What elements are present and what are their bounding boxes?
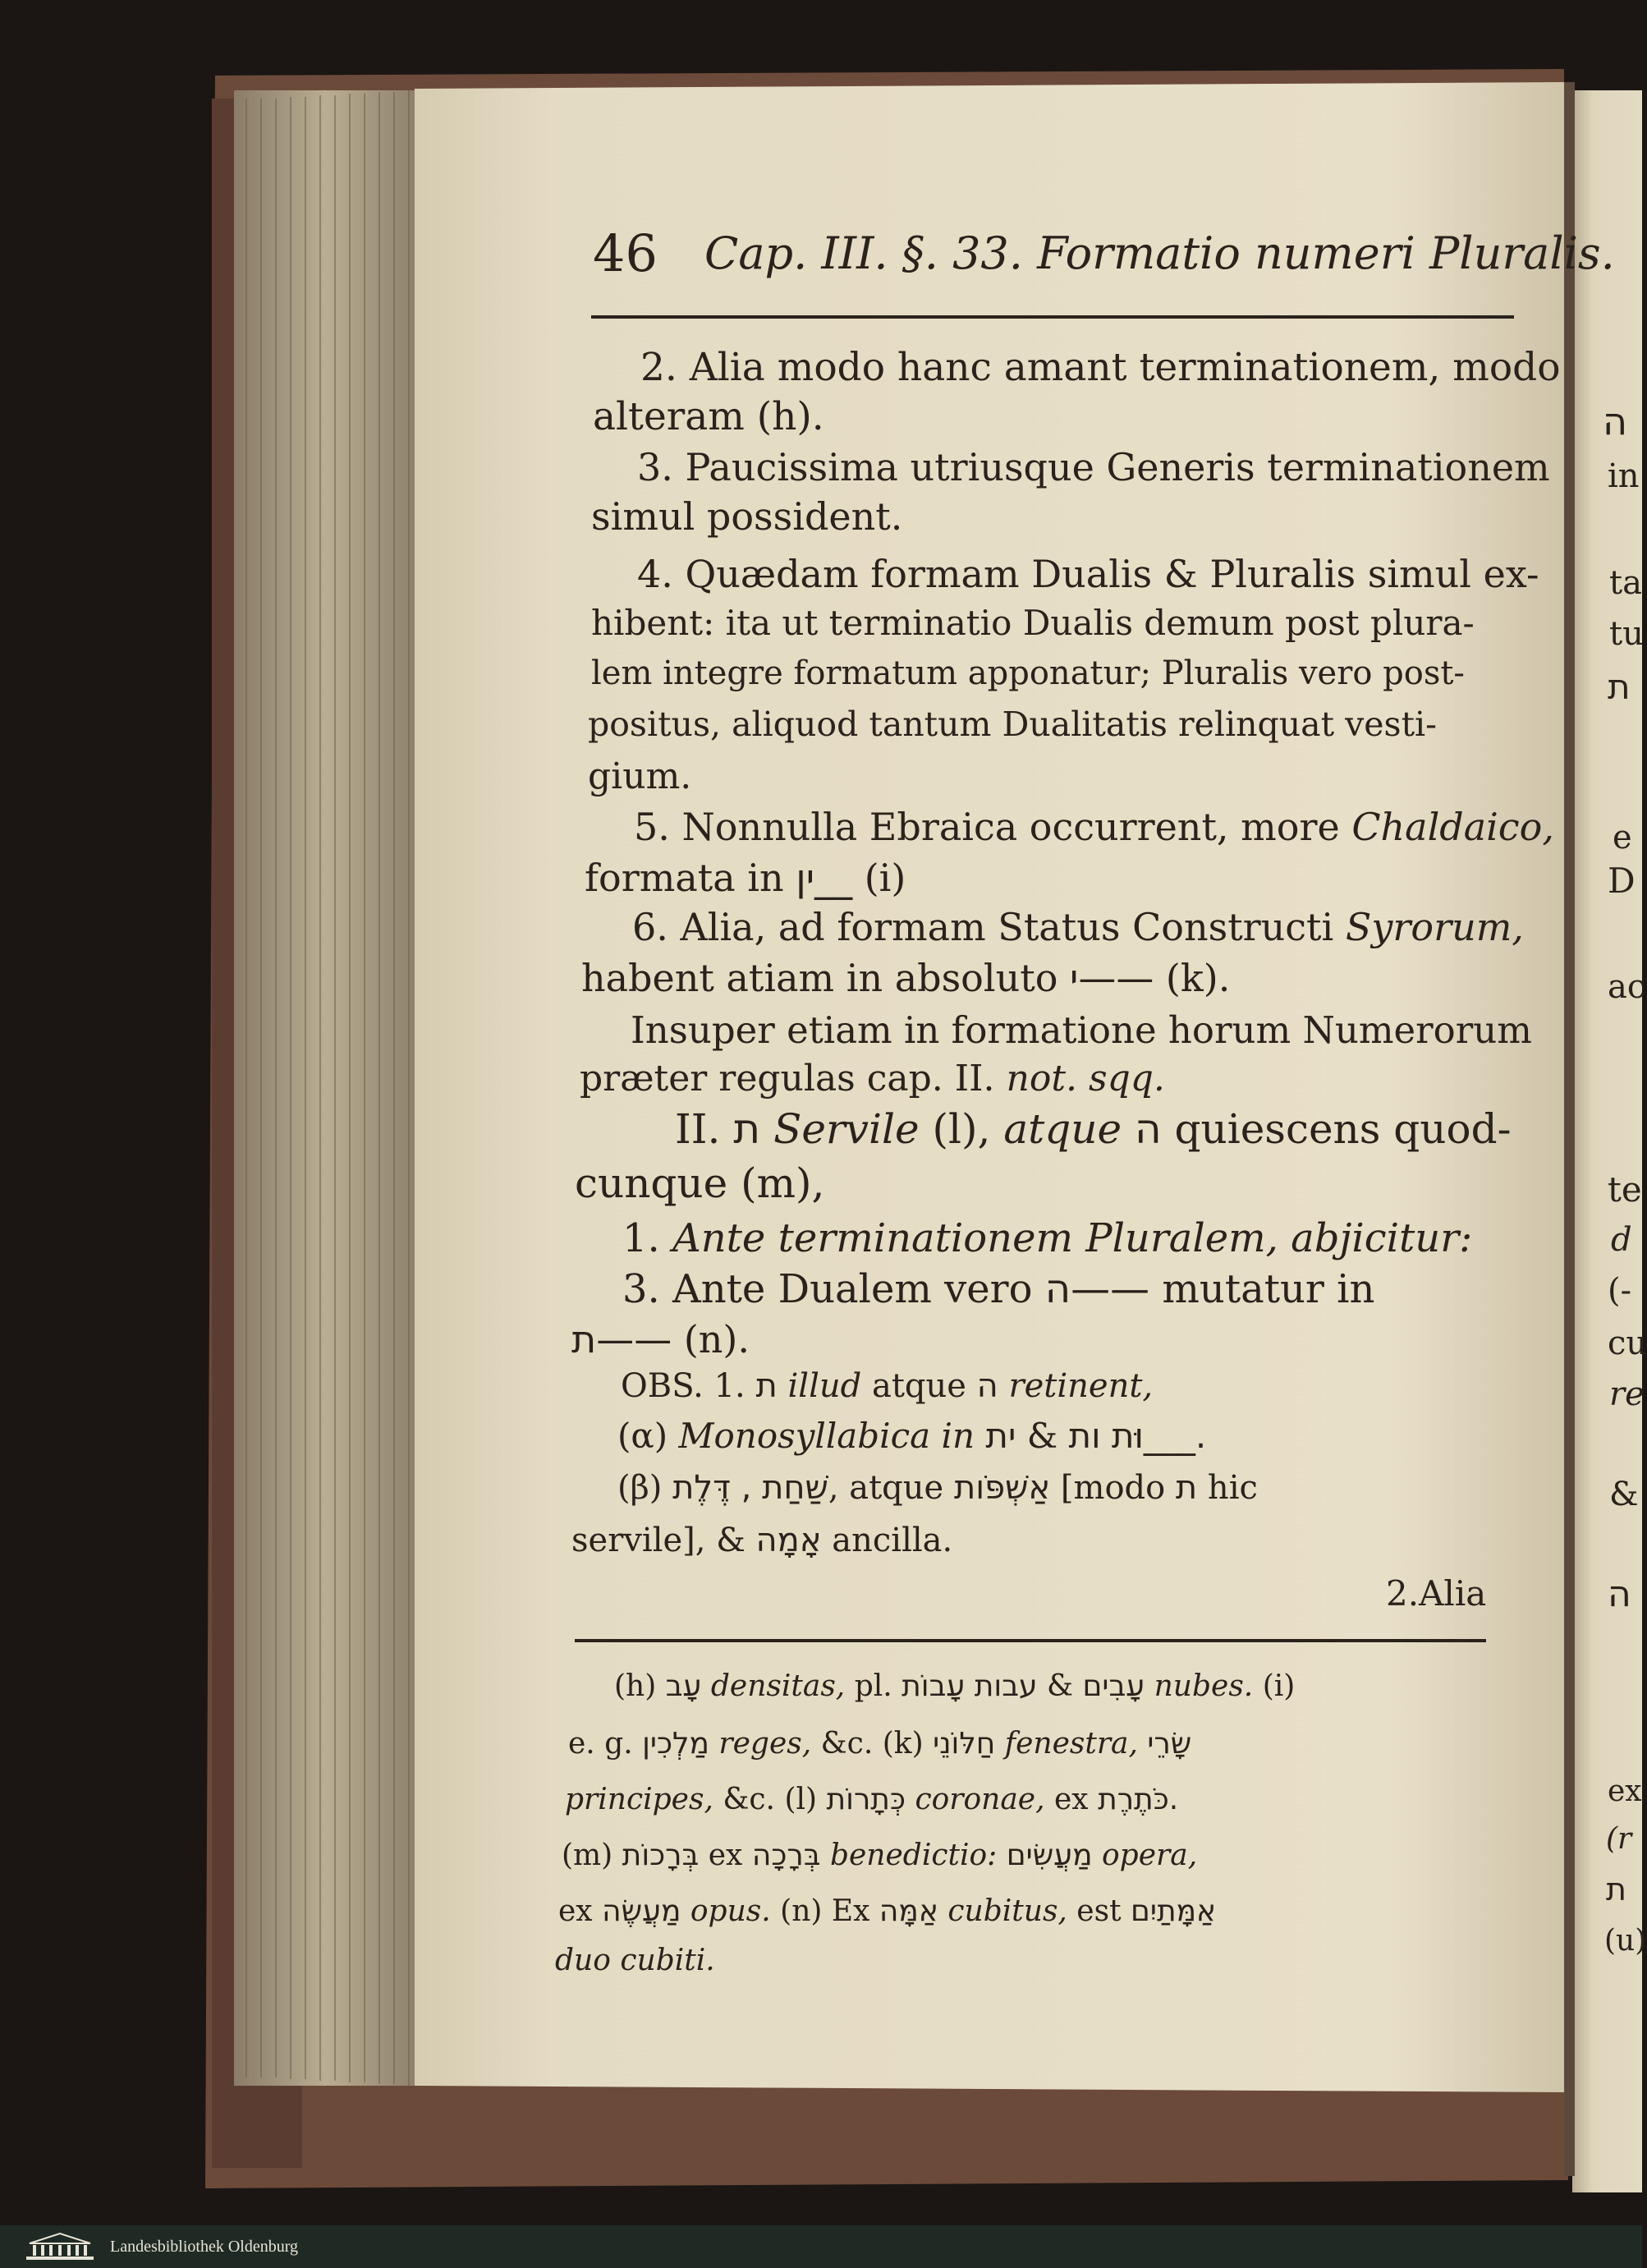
footnote-line: (m) בְּרָכוֹת ex בְּרָכָה benedictio: מַעֲשִׂים opera, xyxy=(562,1839,1198,1872)
body-line: (β) שַׁחַת , דֶּלֶת, atque אַשְׁפֹּות [modo ת hic xyxy=(617,1469,1258,1507)
body-line: 3. Ante Dualem vero ה—— mutatur in xyxy=(622,1266,1375,1312)
right-page-fragment: tu xyxy=(1609,615,1644,653)
right-page-fragment: ת xyxy=(1608,667,1631,707)
right-page-fragment: (- xyxy=(1608,1272,1632,1310)
footnote-line: e. g. מַלְכִין reges, &c. (k) חַלּוֹנֵי fenestra, שָׂרֵי xyxy=(568,1727,1192,1761)
library-building-icon xyxy=(23,2232,97,2261)
body-line: 2. Alia modo hanc amant terminationem, modo xyxy=(640,345,1561,390)
body-line: II. ת Servile (l), atque ה quiescens quod- xyxy=(675,1105,1512,1153)
page-number: 46 xyxy=(593,223,658,283)
body-line: simul possident. xyxy=(591,494,903,539)
footnote-line: principes, &c. (l) כְּתָרוֹת coronae, ex כֹּתֶרֶת. xyxy=(565,1783,1179,1816)
body-line: (α) Monosyllabica in וּת ות & ית___. xyxy=(617,1416,1207,1456)
footnote-line: ex מַעֲשֶׂה opus. (n) Ex אַמָּה cubitus, est אַמָּתַיִם xyxy=(558,1894,1217,1928)
right-page-fragment: ה xyxy=(1603,399,1628,443)
right-page-fragment: cu xyxy=(1608,1325,1647,1362)
footnote-line: (h) עָב densitas, pl. עָבִים & עבות עָבוֹת nubes. (i) xyxy=(614,1669,1296,1703)
right-page-fragment: & xyxy=(1609,1476,1639,1513)
right-page-fragment: e xyxy=(1613,819,1632,856)
right-page-fragment: in xyxy=(1608,457,1640,495)
body-line: Insuper etiam in formatione horum Numerorum xyxy=(631,1008,1532,1052)
body-line: 6. Alia, ad formam Status Constructi Syrorum, xyxy=(632,905,1524,949)
right-page-fragment: (r xyxy=(1606,1822,1632,1856)
body-line: formata in ין__ (i) xyxy=(585,856,906,900)
body-line: cunque (m), xyxy=(575,1159,825,1207)
right-page-fragment: ac xyxy=(1608,968,1646,1006)
footnote-rule xyxy=(575,1639,1486,1642)
right-page-fragment: ה xyxy=(1608,1573,1631,1615)
body-line: OBS. 1. ת illud atque ה retinent, xyxy=(621,1367,1154,1405)
right-page-fragment: ת xyxy=(1606,1871,1626,1908)
right-page-fragment: (u) xyxy=(1604,1924,1647,1958)
body-line: hibent: ita ut terminatio Dualis demum post plura- xyxy=(591,603,1475,643)
right-page-fragment: re xyxy=(1609,1375,1645,1413)
body-line: 1. Ante terminationem Pluralem, abjicitur: xyxy=(622,1215,1473,1261)
body-line: 5. Nonnulla Ebraica occurrent, more Chaldaico, xyxy=(634,805,1554,849)
body-line: habent atiam in absoluto י—— (k). xyxy=(581,956,1231,1000)
body-line: alteram (h). xyxy=(593,394,824,439)
body-line: positus, aliquod tantum Dualitatis relinquat vesti- xyxy=(588,705,1438,744)
footnote-line: duo cubiti. xyxy=(555,1944,715,1977)
body-line: 3. Paucissima utriusque Generis terminationem xyxy=(637,445,1550,489)
right-page-fragment: D xyxy=(1608,861,1636,901)
right-page-fragment: te xyxy=(1608,1169,1642,1210)
body-line: gium. xyxy=(588,755,692,797)
body-line: 4. Quædam formam Dualis & Pluralis simul ex- xyxy=(637,552,1539,596)
footer-bar xyxy=(0,2225,1642,2268)
body-line: servile], & אָמָה ancilla. xyxy=(571,1522,953,1559)
right-page-fragment: ex xyxy=(1608,1774,1642,1808)
right-page-fragment: ta xyxy=(1609,564,1642,602)
body-line: præter regulas cap. II. not. sqq. xyxy=(580,1058,1165,1100)
right-page-fragment: d xyxy=(1611,1221,1632,1259)
header-rule xyxy=(591,315,1514,319)
running-title: Cap. III. §. 33. Formatio numeri Pluralis. xyxy=(704,227,1615,279)
body-line: ת—— (n). xyxy=(571,1317,750,1361)
catchword: 2.Alia xyxy=(1386,1573,1487,1614)
body-line: lem integre formatum apponatur; Pluralis vero post- xyxy=(591,654,1465,692)
library-name: Landesbibliothek Oldenburg xyxy=(110,2238,299,2256)
